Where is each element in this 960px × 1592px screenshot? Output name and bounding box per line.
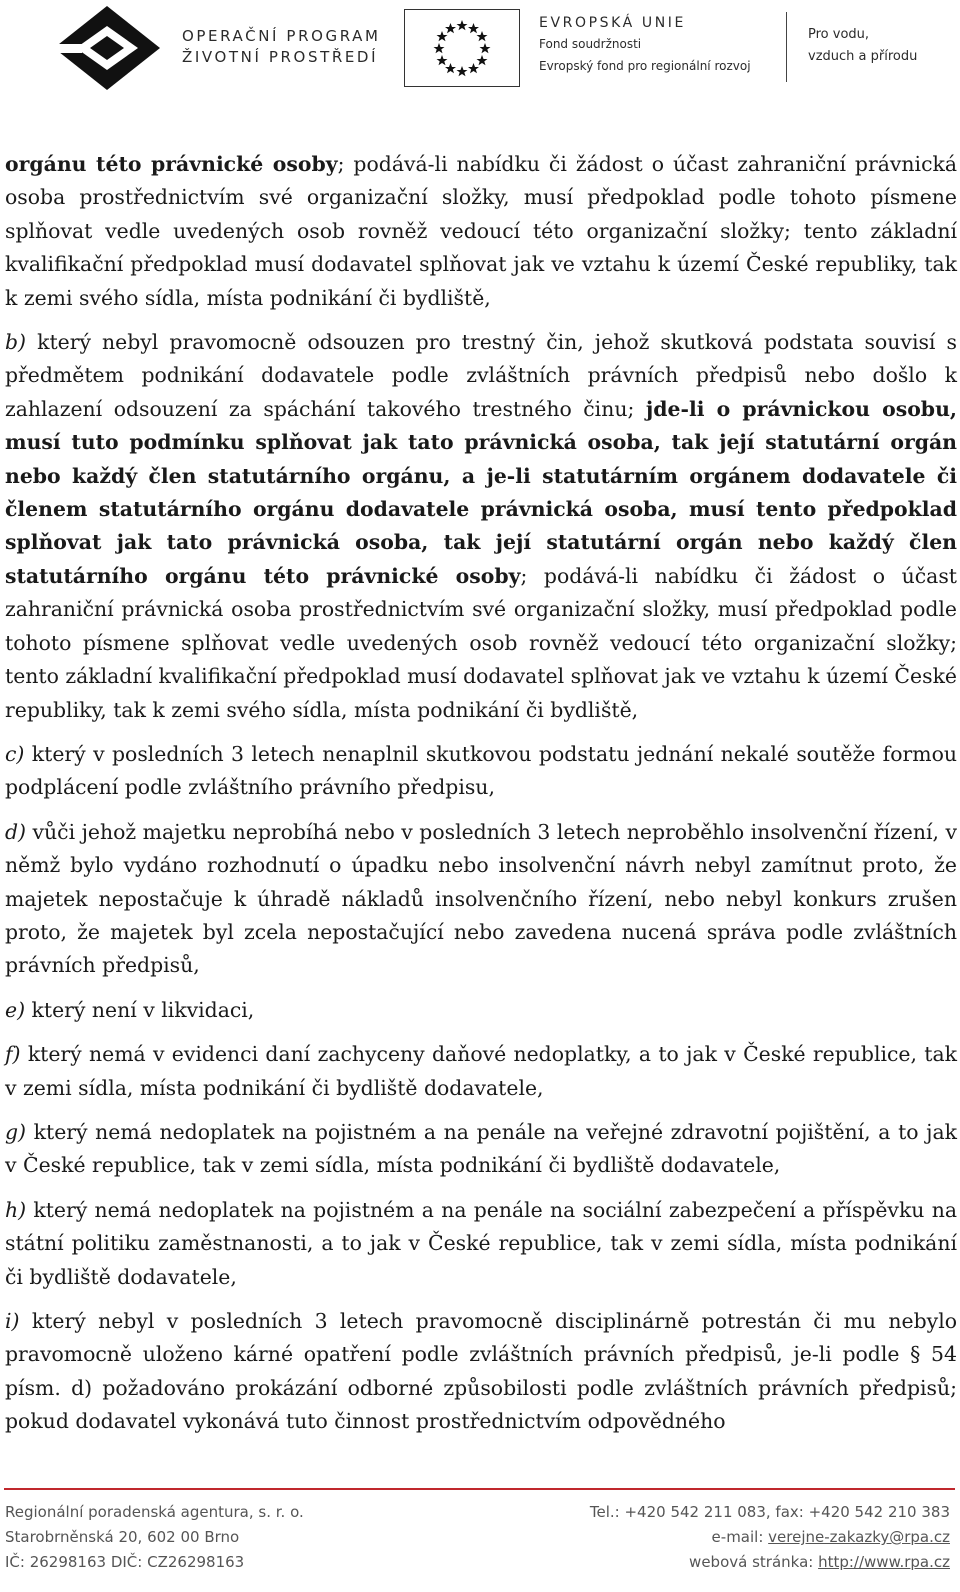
- footer-web-line: [590, 1550, 950, 1575]
- item-label: b): [5, 330, 27, 355]
- operacni-program-logo: [42, 0, 172, 96]
- item-label: f): [5, 1042, 21, 1067]
- item-label: e): [5, 997, 26, 1022]
- eu-fund-1: Fond soudržnosti: [539, 37, 642, 51]
- footer-company: Regionální poradenská agentura, s. r. o.: [5, 1503, 304, 1521]
- footer-contact-info: [590, 1500, 950, 1575]
- item-c: [5, 738, 957, 805]
- item-text: který nebyl v posledních 3 letech pravomocně disciplinárně potrestán či mu nebylo pravomocně uloženo kárné opatření podle zvláštních právních předpisů, je-li podle § 54 písm. d) požadováno prokázání odborné způsobilosti podle zvláštních právních předpisů; pokud dodavatel vykonává tuto činnost prostřednictvím odpovědného: [5, 1309, 957, 1434]
- eu-fund-2: Evropský fond pro regionální rozvoj: [539, 59, 751, 73]
- item-d: [5, 816, 957, 983]
- footer-phone: Tel.: +420 542 211 083, fax: +420 542 210 383: [589, 1503, 950, 1521]
- item-bold-text: jde-li o právnickou osobu, musí tuto podmínku splňovat jak tato právnická osoba, tak její statutární orgán nebo každý člen statutárního orgánu, a je-li statutárním orgánem dodavatele či členem statutárního orgánu dodavatele právnická osoba, musí tento předpoklad splňovat jak tato právnická osoba, tak její statutární orgán nebo každý člen statutárního orgánu této právnické osoby: [5, 396, 957, 588]
- item-i: [5, 1305, 957, 1439]
- footer-address: Starobrněnská 20, 602 00 Brno: [5, 1528, 240, 1546]
- op-line-2: ŽIVOTNÍ PROSTŘEDÍ: [182, 48, 379, 66]
- item-label: h): [5, 1197, 27, 1222]
- tagline: [808, 24, 917, 68]
- item-text: který nemá nedoplatek na pojistném a na penále na sociální zabezpečení a příspěvku na státní politiku zaměstnanosti, a to jak v České republice, tak v zemi sídla, místa podnikání či bydliště dodavatele,: [5, 1197, 957, 1289]
- item-f: [5, 1038, 957, 1105]
- footer-web-link[interactable]: http://www.rpa.cz: [818, 1553, 950, 1571]
- paragraph-text: ; podává-li nabídku či žádost o účast zahraniční právnická osoba prostřednictvím své organizační složky, musí předpoklad podle tohoto písmene splňovat vedle uvedených osob rovněž vedoucí této organizační složky; tento základní kvalifikační předpoklad musí dodavatel splňovat jak ve vztahu k území České republiky, tak k zemi svého sídla, místa podnikání či bydliště,: [5, 152, 957, 310]
- item-text: který není v likvidaci,: [25, 997, 255, 1022]
- item-label: c): [5, 741, 25, 766]
- item-tail-text: ; podává-li nabídku či žádost o účast zahraniční právnická osoba prostřednictvím své organizační složky, musí předpoklad podle tohoto písmene splňovat vedle uvedených osob rovněž vedoucí této organizační složky; tento základní kvalifikační předpoklad musí dodavatel splňovat jak ve vztahu k území České republiky, tak k zemi svého sídla, místa podnikání či bydliště,: [5, 563, 957, 722]
- footer-ids: IČ: 26298163 DIČ: CZ26298163: [5, 1553, 245, 1571]
- document-body: [5, 148, 957, 1439]
- item-e: [5, 994, 957, 1027]
- op-line-1: OPERAČNÍ PROGRAM: [182, 27, 381, 45]
- bold-phrase: orgánu této právnické osoby: [5, 152, 338, 176]
- header-divider: [786, 12, 787, 82]
- eu-flag-icon: [404, 9, 520, 87]
- item-text: který v posledních 3 letech nenaplnil skutkovou podstatu jednání nekalé soutěže formou podplácení podle zvláštního právního předpisu,: [5, 741, 957, 800]
- footer-email-line: [590, 1525, 950, 1550]
- item-text: který nemá nedoplatek na pojistném a na penále na veřejné zdravotní pojištění, a to jak v České republice, tak v zemi sídla, místa podnikání či bydliště dodavatele,: [5, 1119, 957, 1178]
- eu-title: EVROPSKÁ UNIE: [539, 15, 686, 31]
- item-text: vůči jehož majetku neprobíhá nebo v posledních 3 letech neproběhlo insolvenční řízení, v němž bylo vydáno rozhodnutí o úpadku nebo insolvenční návrh nebyl zamítnut proto, že majetek nepostačuje k úhradě nákladů insolvenčního řízení, nebo nebyl konkurs zrušen proto, že majetek byl zcela nepostačující nebo zavedena nucená správa podle zvláštních právních předpisů,: [5, 819, 957, 978]
- footer-company-info: [5, 1500, 304, 1575]
- footer-rule: [4, 1488, 955, 1490]
- page-header: [0, 0, 960, 110]
- item-text: který nebyl pravomocně odsouzen pro trestný čin, jehož skutková podstata souvisí s předmětem podnikání dodavatele podle zvláštních právních předpisů nebo došlo k zahlazení odsouzení za spáchání takového trestného činu;: [5, 330, 957, 421]
- operacni-program-text: [182, 26, 381, 68]
- footer-email-link[interactable]: verejne-zakazky@rpa.cz: [768, 1528, 950, 1546]
- page-footer: [0, 1488, 960, 1592]
- item-h: [5, 1194, 957, 1294]
- paragraph-continuation: [5, 148, 957, 315]
- footer-email-label: e-mail:: [711, 1528, 769, 1546]
- tagline-line-1: Pro vodu,: [808, 27, 870, 42]
- eu-text-block: [539, 13, 751, 77]
- tagline-line-2: vzduch a přírodu: [808, 49, 918, 64]
- item-g: [5, 1116, 957, 1183]
- item-label: i): [5, 1309, 20, 1333]
- item-text: který nemá v evidenci daní zachyceny daňové nedoplatky, a to jak v České republice, tak v zemi sídla, místa podnikání či bydliště dodavatele,: [5, 1042, 957, 1100]
- item-label: d): [5, 819, 27, 844]
- item-label: g): [5, 1119, 27, 1144]
- item-b: [5, 326, 957, 727]
- footer-web-label: webová stránka:: [689, 1553, 819, 1571]
